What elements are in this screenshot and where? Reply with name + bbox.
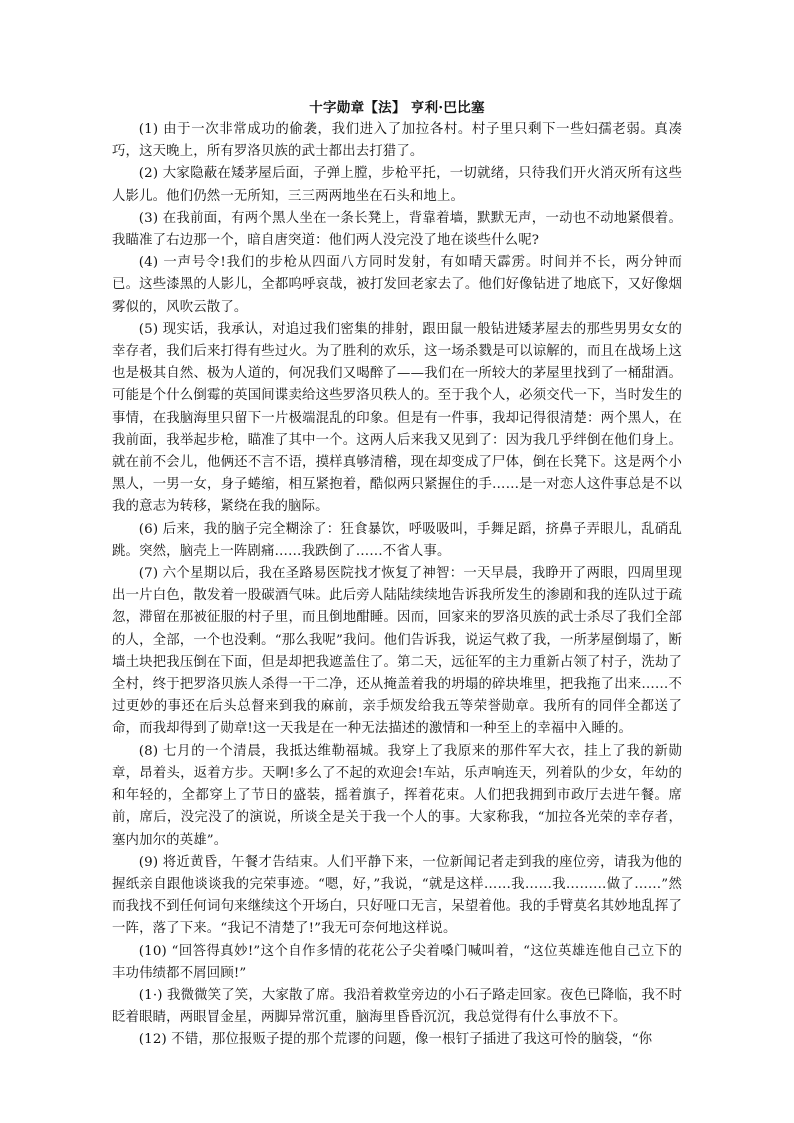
paragraph-11: (1·) 我微微笑了笑，大家散了席。我沿着救堂旁边的小石子路走回家。夜色已降临，我不时眨着眼睛，两眼冒金星，两脚异常沉重，脑海里昏昏沉沉，我总觉得有什么事放不下。 xyxy=(112,987,682,1026)
paragraph-1: (1) 由于一次非常成功的偷袭，我们进入了加拉各村。村子里只剩下一些妇孺老弱。真凑巧，这天晚上，所有罗洛贝族的武士都出去打猎了。 xyxy=(112,122,682,160)
paragraph-9: (9) 将近黄昏，午餐才告结束。人们平静下来，一位新闻记者走到我的座位旁，请我为他的握纸亲自跟他谈谈我的完荣事迹。“嗯，好，”我说，“就是这样……我……我………做了……”然而我找不到任何词句来继续这个开场白，只好哑口无言，呆望着他。我的手臂莫名其妙地乱挥了一阵，落了下来。“我记不清楚了!”我无可奈何地这样说。 xyxy=(112,854,682,937)
paragraph-3: (3) 在我前面，有两个黑人坐在一条长凳上，背靠着墙，默默无声，一动也不动地紧偎着。我瞄准了右边那一个，暗自唐突道：他们两人没完没了地在谈些什么呢? xyxy=(112,210,682,249)
paragraph-2: (2) 大家隐蔽在矮茅屋后面，子弹上膛，步枪平托，一切就绪，只待我们开火消灭所有这些人影儿。他们仍然一无所知，三三两两地坐在石头和地上。 xyxy=(112,166,682,204)
paragraph-12: (12) 不错，那位报贩子提的那个荒谬的问题，像一根钉子插进了我这可怜的脑袋，“你 xyxy=(138,1032,653,1048)
paragraph-6: (6) 后来，我的脑子完全糊涂了：狂食暴饮，呼吸吸叫，手舞足蹈，挤鼻子弄眼儿，乱硝乱跳。突然，脑壳上一阵剧痛……我跌倒了……不省人事。 xyxy=(112,521,682,559)
paragraph-8: (8) 七月的一个清晨，我抵达维勒福城。我穿上了我原来的那件军大衣，挂上了我的新勋章，昂着头，返着方步。天啊!多么了不起的欢迎会!车站，乐声响连天，列着队的少女，年幼的和年轻的，全都穿上了节日的盛装，摇着旗子，挥着花束。人们把我拥到市政厅去进午餐。席前，席后，没完没了的演说，所谈全是关于我一个人的事。大家称我，“加拉各光荣的幸存者，塞内加尔的英雄”。 xyxy=(112,743,682,848)
paragraph-4: (4) 一声号令!我们的步枪从四面八方同时发射，有如晴天霹雳。时间并不长，两分钟而已。这些漆黑的人影儿，全都呜呼哀哉，被打发回老家去了。他们好像钻进了地底下，又好像烟雾似的，风吹云散了。 xyxy=(112,255,682,315)
paragraph-7: (7) 六个星期以后，我在圣路易医院找才恢复了神智：一天早晨，我睁开了两眼，四周里现出一片白色，散发着一股碳酒气味。此后旁人陆陆续续地告诉我所发生的渗剧和我的连队过于疏忽，滞留在那被征服的村子里，而且倒地酣睡。因而，回家来的罗洛贝族的武士杀尽了我们全部的人，全部，一个也没剩。“那么我呢”我问。他们告诉我，说运气救了我，一所茅屋倒塌了，断墙土块把我压倒在下面，但是却把我遮盖住了。第二天，远征军的主力重新占领了村子，洗劫了全村，终于把罗洛贝族人杀得一干二净，还从掩盖着我的坍塌的碎块堆里，把我拖了出来……不过更妙的事还在后头总督来到我的麻前，亲手烦发给我五等荣誉勋章。我所有的同伴全都送了命，而我却得到了勋章!这一天我是在一种无法描述的激情和一种至上的幸福中入睡的。 xyxy=(112,566,682,737)
document-page xyxy=(112,97,682,1052)
document-title: 十字勋章【法】 亨利·巴比塞 xyxy=(309,100,485,116)
paragraph-10: (10) “回答得真妙!”这个自作多情的花花公子尖着嗓门喊叫着，“这位英雄连他自己立下的丰功伟绩都不屑回顾!” xyxy=(112,943,682,981)
paragraph-5: (5) 现实话，我承认，对追过我们密集的排射，跟田鼠一般钻进矮茅屋去的那些男男女女的幸存者，我们后来打得有些过火。为了胜利的欢乐，这一场杀戮是可以谅解的，而且在战场上这也是极其自然、极为人道的，何况我们又喝醉了——我们在一所较大的茅屋里找到了一桶甜酒。可能是个什么倒霉的英国间谍卖给这些罗洛贝秩人的。至于我个人，必须交代一下，当时发生的事情，在我脑海里只留下一片极端混乱的印象。但是有一件事，我却记得很清楚：两个黑人，在我前面，我举起步枪，瞄准了其中一个。这两人后来我又见到了：因为我几乎绊倒在他们身上。就在前不会儿，他俩还不言不语，摸样真够清稽，现在却变成了尸体，倒在长凳下。这是两个小黑人，一男一女，身子蜷缩，相互紧抱着，酷似两只紧握住的手……是一对恋人这件事总是不以我的意志为转移，紧绕在我的脑际。 xyxy=(112,321,682,515)
